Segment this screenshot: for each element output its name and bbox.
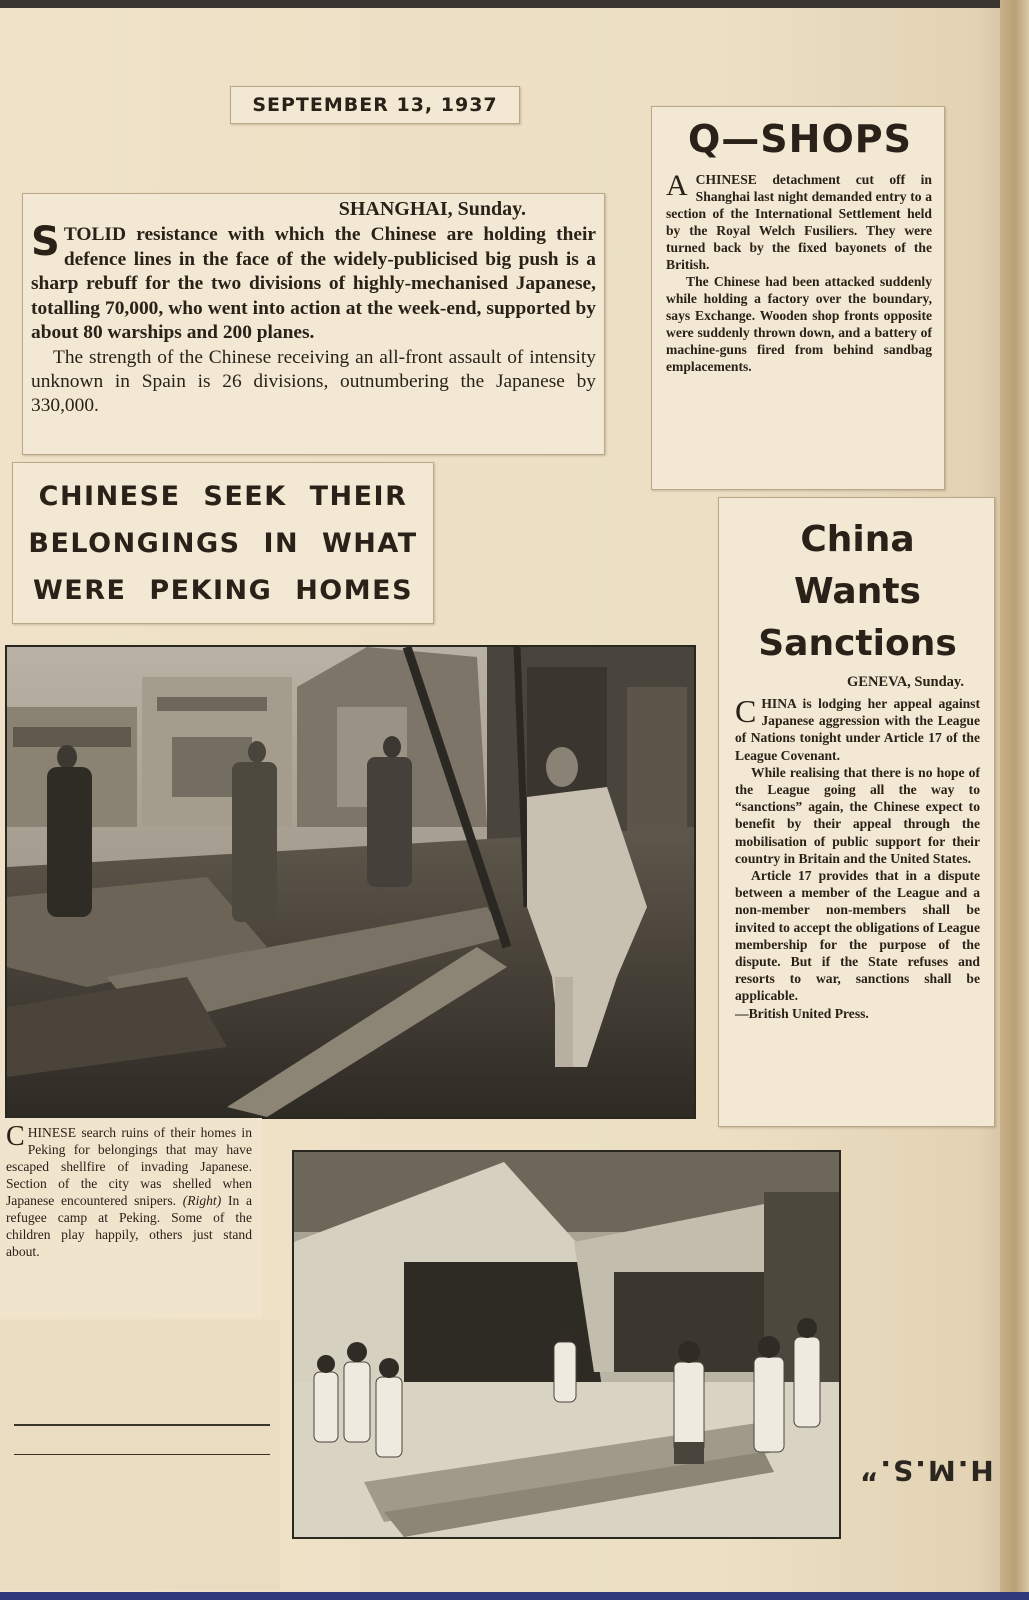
- peking-headline-clipping: [12, 462, 434, 624]
- qshops-paragraph-1-text: CHINESE detachment cut off in Shanghai last night demanded entry to a section of the International Settlement held by the Royal Welch Fusiliers. They were turned back by the fixed bayonets of the British.: [666, 172, 932, 272]
- refugee-camp-image: [294, 1152, 839, 1537]
- drop-cap: A: [666, 169, 688, 202]
- sanctions-paragraph-2: While realising that there is no hope of the League going all the way to “sanctions” again, the Chinese expect to benefit by their appeal through the mobilisation of public support for their country in Britain and the United States.: [735, 764, 980, 866]
- horizontal-rule: [14, 1454, 270, 1455]
- qshops-article: [651, 106, 945, 490]
- sanctions-article: [718, 497, 995, 1127]
- lower-left-ruled-area: [0, 1320, 280, 1590]
- sanctions-dateline: GENEVA, Sunday.: [847, 674, 964, 690]
- ruins-photo-image: [7, 647, 694, 1117]
- sanctions-paragraph-1-text: HINA is lodging her appeal against Japanese aggression with the League of Nations tonight under Article 17 of the League Covenant.: [735, 696, 980, 763]
- upside-down-margin-text: H.M.S.”: [858, 1454, 994, 1487]
- horizontal-rule: [14, 1424, 270, 1426]
- top-edge: [0, 0, 1029, 8]
- date-label: SEPTEMBER 13, 1937: [252, 94, 498, 116]
- caption-text-a: HINESE search ruins of their homes in Peking for belongings that may have escaped shellfire of invading Japanese. Section of the city was shelled when Japanese encountered snipers.: [6, 1125, 252, 1208]
- photo-caption: [0, 1118, 262, 1318]
- shanghai-lead-text: TOLID resistance with which the Chinese are holding their defence lines in the face of the widely-publicised big push is a sharp rebuff for the two divisions of highly-mechanised Japanese, totalling 70,000, who went into action at the week-end, supported by about 80 warships and 200 planes.: [31, 224, 596, 343]
- sanctions-paragraph-3: Article 17 provides that in a dispute between a member of the League and a non-member non-members shall be invited to accept the obligations of League membership for the purpose of the dispute. But if the State refuses and resorts to war, sanctions shall be applicable.: [735, 868, 980, 1004]
- headline-line: BELONGINGS IN WHAT: [28, 527, 418, 559]
- sanctions-headline: China Wants Sanctions: [758, 519, 957, 664]
- sanctions-credit: —British United Press.: [735, 1005, 869, 1021]
- refugee-camp-photo: [292, 1150, 841, 1539]
- page-binding-edge: [1000, 0, 1029, 1600]
- bottom-edge: [0, 1592, 1029, 1600]
- shanghai-body-paragraph: The strength of the Chinese receiving an all-front assault of intensity unknown in Spain is 26 divisions, outnumbering the Japanese by 330,000.: [31, 346, 596, 416]
- headline-line: CHINESE SEEK THEIR: [38, 480, 408, 512]
- drop-cap: S: [31, 219, 60, 265]
- drop-cap: C: [6, 1121, 25, 1152]
- shanghai-article: [22, 193, 605, 455]
- caption-right-label: (Right): [182, 1193, 222, 1208]
- caption-text-b: In a refugee camp at Peking. Some of the children play happily, others just stand about.: [6, 1193, 253, 1259]
- headline-line: WERE PEKING HOMES: [32, 574, 414, 606]
- shanghai-dateline: SHANGHAI, Sunday.: [338, 198, 526, 220]
- qshops-headline: Q—SHOPS: [688, 117, 912, 161]
- qshops-paragraph-2: The Chinese had been attacked suddenly while holding a factory over the boundary, says Exchange. Wooden shop fronts opposite were suddenly thrown down, and a battery of machine-guns fired from behind sandbag emplacements.: [666, 274, 932, 374]
- drop-cap: C: [735, 693, 757, 729]
- qshops-paragraph-1: [666, 171, 932, 273]
- date-clipping: [230, 86, 520, 124]
- caption-paragraph: [6, 1121, 253, 1260]
- shanghai-lead-paragraph: [31, 219, 596, 346]
- peking-ruins-photo: [5, 645, 696, 1119]
- sanctions-paragraph-1: [735, 695, 980, 764]
